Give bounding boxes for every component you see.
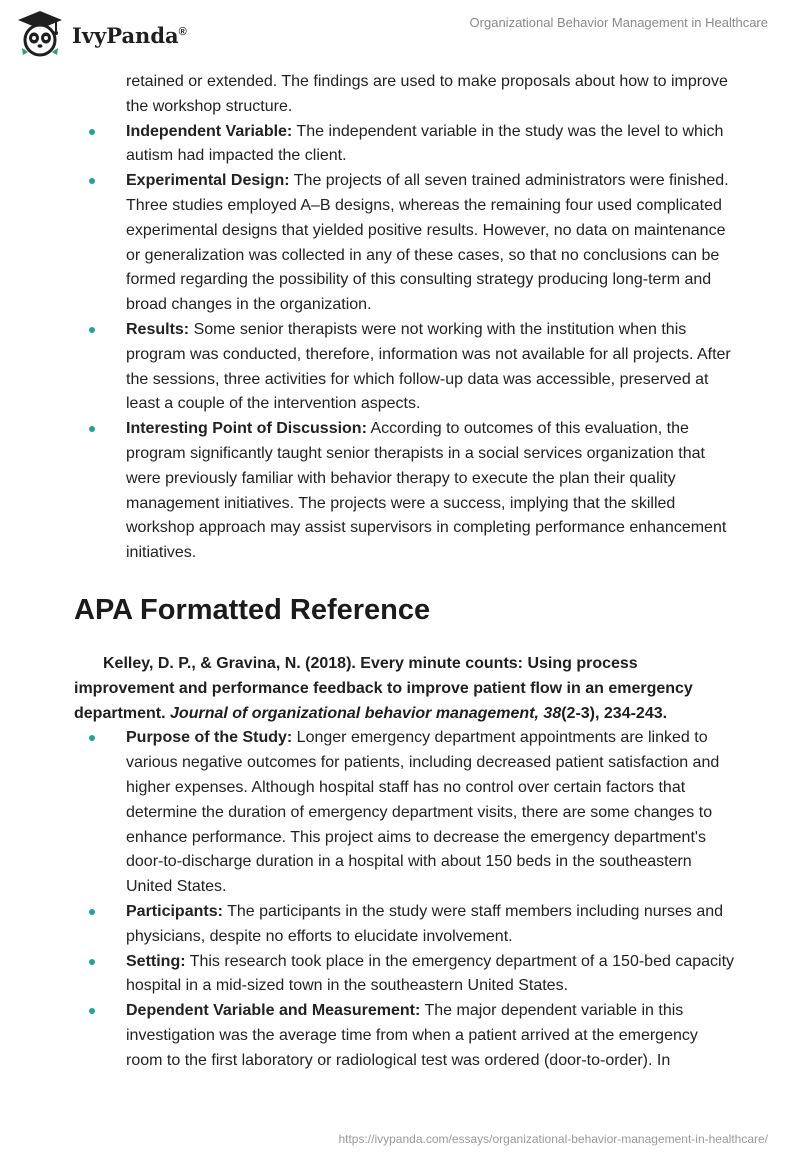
item-term: Interesting Point of Discussion: bbox=[126, 420, 367, 438]
item-term: Purpose of the Study: bbox=[126, 729, 293, 747]
item-term: Dependent Variable and Measurement: bbox=[126, 1002, 421, 1020]
bullet-dot-icon bbox=[89, 129, 95, 135]
document-body bbox=[0, 70, 800, 1073]
item-text: According to outcomes of this evaluation, the program significantly taught senior therapists in a social services organization that were previously familiar with behavior therapy to execute the plan their quality management initiatives. The projects were a success, implying that the skilled workshop approach may assist supervisors in completing performance enhancement initiatives. bbox=[126, 420, 727, 562]
panda-graduate-icon bbox=[14, 8, 66, 60]
item-text: Some senior therapists were not working with the institution when this program was conducted, therefore, information was not available for all projects. After the sessions, three activities for which follow-up data was accessible, preserved at least a couple of the intervention aspects. bbox=[126, 320, 731, 413]
bullet-list-2 bbox=[0, 726, 800, 1073]
apa-reference bbox=[0, 652, 800, 726]
item-term: Results: bbox=[126, 320, 190, 338]
bullet-dot-icon bbox=[89, 735, 95, 741]
source-url[interactable]: https://ivypanda.com/essays/organizational-behavior-management-in-healthcare/ bbox=[338, 1132, 768, 1146]
list-item bbox=[0, 726, 800, 900]
bullet-dot-icon bbox=[89, 327, 95, 333]
reference-journal: Journal of organizational behavior management, 38 bbox=[170, 704, 562, 722]
page-header bbox=[0, 0, 800, 64]
list-item bbox=[0, 318, 800, 417]
brand-name: IvyPanda® bbox=[72, 22, 187, 48]
item-term: Setting: bbox=[126, 952, 186, 970]
item-text: The major dependent variable in this investigation was the average time from when a patient arrived at the emergency room to the first laboratory or radiological test was ordered (door-to-order). In bbox=[126, 1002, 698, 1069]
item-term: Experimental Design: bbox=[126, 172, 290, 190]
list-item bbox=[0, 900, 800, 950]
item-text: This research took place in the emergency department of a 150-bed capacity hospital in a mid-sized town in the southeastern United States. bbox=[126, 952, 735, 995]
reference-pages: (2-3), 234-243. bbox=[561, 704, 668, 722]
bullet-dot-icon bbox=[89, 178, 95, 184]
item-text: The participants in the study were staff members including nurses and physicians, despite no efforts to elucidate involvement. bbox=[126, 902, 724, 945]
list-item bbox=[0, 950, 800, 1000]
item-text: Longer emergency department appointments are linked to various negative outcomes for patients, including decreased patient satisfaction and higher expenses. Although hospital staff has no control over certain factors that determine the duration of emergency department visits, there are some changes to enhance performance. This project aims to decrease the emergency department's door-to-discharge duration in a hospital with about 150 beds in the southeastern United States. bbox=[126, 729, 720, 896]
document-title: Organizational Behavior Management in Healthcare bbox=[469, 15, 768, 30]
section-heading: APA Formatted Reference bbox=[74, 593, 431, 626]
list-item bbox=[0, 169, 800, 318]
bullet-list-1 bbox=[0, 70, 800, 566]
item-text: The projects of all seven trained administrators were finished. Three studies employed A–B designs, whereas the remaining four used complicated experimental designs that yielded positive results. However, no data on maintenance or generalization was collected in any of these cases, so that no conclusions can be formed regarding the possibility of this consulting strategy producing long-term and broad changes in the organization. bbox=[126, 172, 729, 314]
list-item-continuation bbox=[0, 70, 800, 120]
bullet-dot-icon bbox=[89, 426, 95, 432]
item-term: Independent Variable: bbox=[126, 122, 293, 140]
list-item bbox=[0, 120, 800, 170]
bullet-dot-icon bbox=[89, 1008, 95, 1014]
list-item bbox=[0, 417, 800, 566]
reference-authors-title: Kelley, D. P., & Gravina, N. (2018). Every minute counts: Using process improvement and performance feedback to improve patient flow in an emergency department. bbox=[74, 654, 693, 722]
brand-logo[interactable] bbox=[14, 8, 187, 60]
item-term: Participants: bbox=[126, 902, 223, 920]
continuation-text: retained or extended. The findings are used to make proposals about how to improve the workshop structure. bbox=[126, 73, 728, 115]
item-text: The independent variable in the study was the level to which autism had impacted the client. bbox=[126, 122, 724, 165]
bullet-dot-icon bbox=[89, 959, 95, 965]
bullet-dot-icon bbox=[89, 909, 95, 915]
list-item bbox=[0, 999, 800, 1073]
